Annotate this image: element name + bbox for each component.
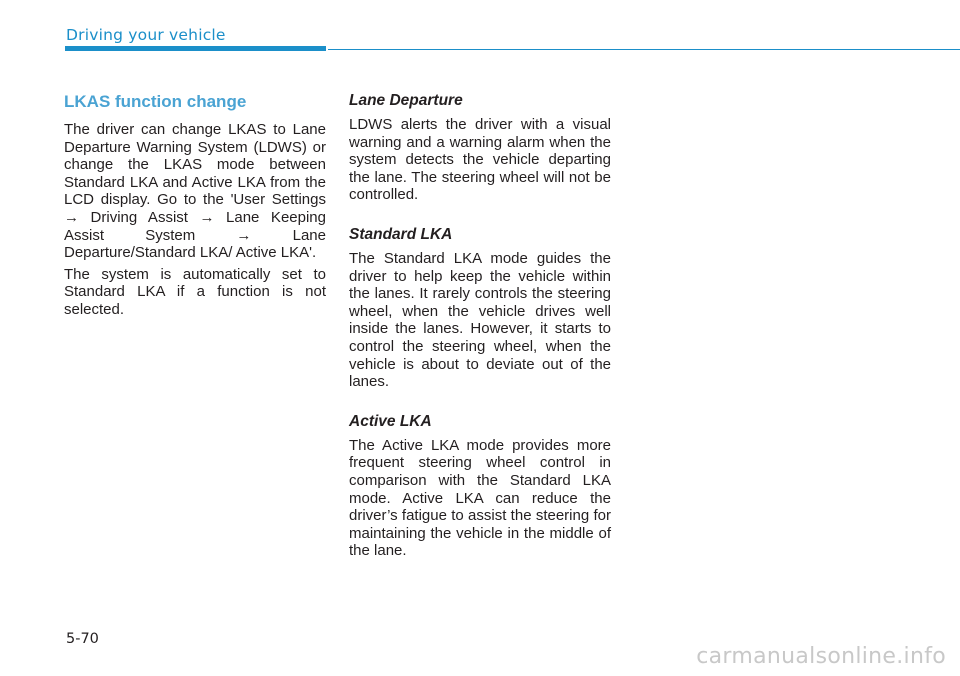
lane-departure-heading: Lane Departure xyxy=(349,92,463,109)
page-number: 5-70 xyxy=(66,631,99,647)
middle-column xyxy=(349,92,611,560)
section-header: Driving your vehicle xyxy=(66,26,226,44)
lane-departure-text: LDWS alerts the driver with a visual warning and a warning alarm when the system detects the vehicle departing the lane. The steering wheel will not be controlled. xyxy=(349,116,611,204)
lkas-paragraph-1: The driver can change LKAS to Lane Departure Warning System (LDWS) or change the LKAS mode between Standard LKA and Active LKA from the LCD display. Go to the 'User Settings → Driving Assist → Lane Keeping Assist System → Lane Departure/Standard LKA/ Active LKA'. xyxy=(64,121,326,262)
active-lka-text: The Active LKA mode provides more frequent steering wheel control in comparison with the Standard LKA mode. Active LKA can reduce the driver’s fatigue to assist the steering for maintaining the vehicle in the middle of the lane. xyxy=(349,436,611,560)
header-accent-bar xyxy=(65,46,326,51)
left-column xyxy=(64,92,326,319)
lkas-paragraph-2: The system is automatically set to Standard LKA if a function is not selected. xyxy=(64,265,326,318)
active-lka-heading: Active LKA xyxy=(349,412,432,430)
header-rule xyxy=(328,49,960,51)
standard-lka-heading: Standard LKA xyxy=(349,225,453,243)
lkas-function-change-heading: LKAS function change xyxy=(64,92,247,111)
watermark: carmanualsonline.info xyxy=(696,644,946,669)
standard-lka-text: The Standard LKA mode guides the driver to help keep the vehicle within the lanes. It rarely controls the steering wheel, when the vehicle drives well inside the lanes. However, it starts to control the steering wheel, when the vehicle is about to deviate out of the lanes. xyxy=(349,249,611,391)
